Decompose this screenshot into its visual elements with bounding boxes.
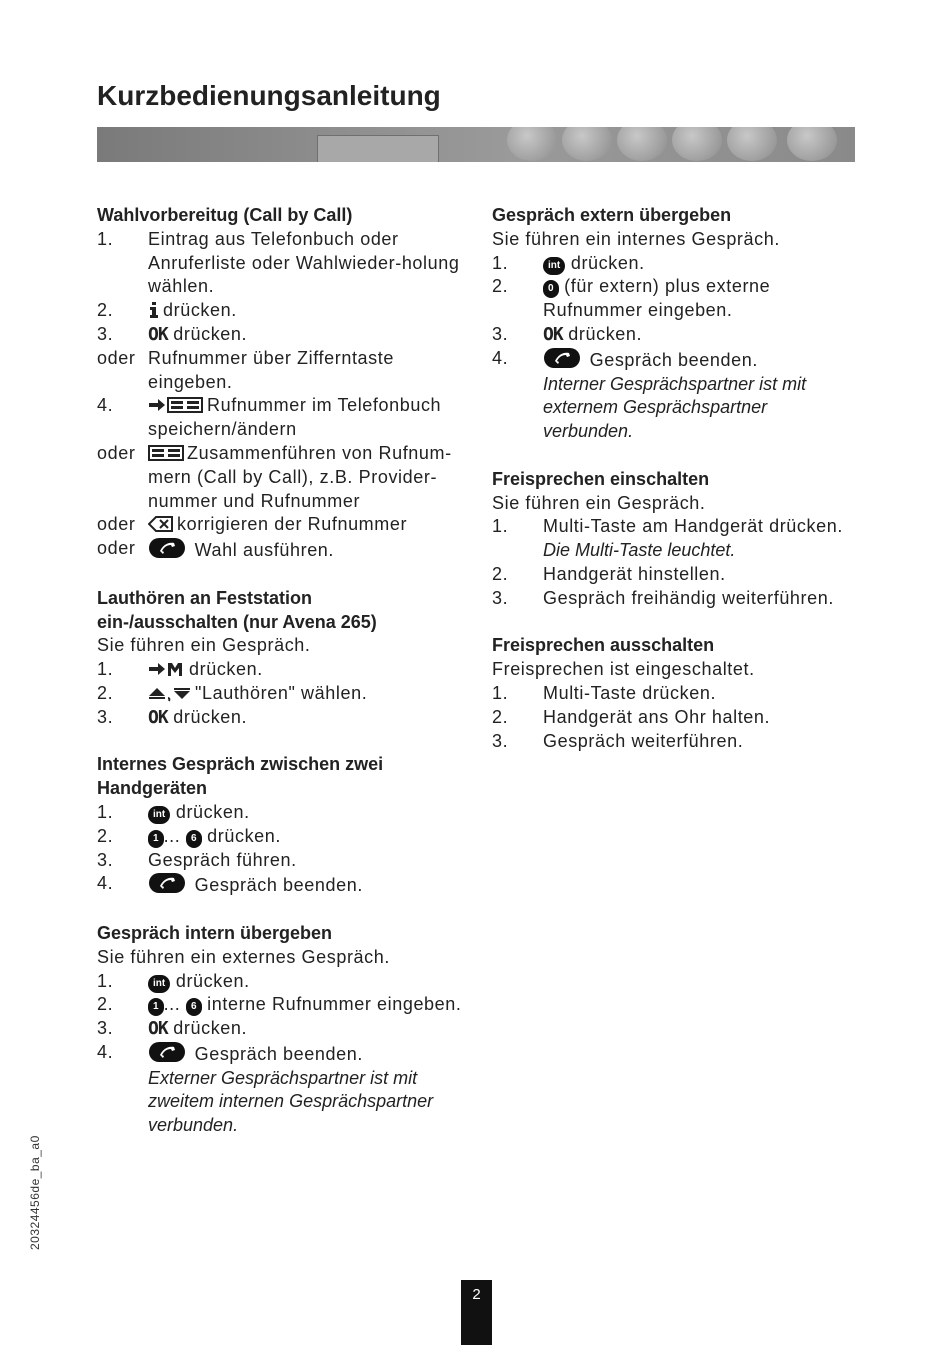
step-text: (für extern) plus externe Rufnummer eingeben. bbox=[543, 276, 771, 321]
int-key-icon: int bbox=[543, 257, 565, 275]
step-row bbox=[97, 706, 467, 730]
step-number: oder bbox=[97, 514, 136, 535]
step-number: oder bbox=[97, 442, 136, 463]
step-row bbox=[97, 323, 467, 347]
end-call-key-icon bbox=[543, 347, 581, 369]
step-text: Handgerät ans Ohr halten. bbox=[543, 706, 771, 727]
step-number: 2. bbox=[97, 682, 114, 703]
up-down-arrows-icon bbox=[148, 684, 192, 702]
step-text: Gespräch beenden. bbox=[589, 349, 758, 370]
step-text: Rufnummer über Zifferntaste eingeben. bbox=[148, 347, 394, 392]
step-text: drücken. bbox=[175, 970, 250, 991]
section-intro: Sie führen ein internes Gespräch. bbox=[492, 228, 780, 249]
step-number: 4. bbox=[97, 395, 114, 416]
step-text: "Lauthören" wählen. bbox=[195, 682, 368, 703]
section-freisprechen-ein bbox=[492, 468, 862, 611]
step-row bbox=[97, 970, 467, 994]
step-text: drücken. bbox=[175, 801, 250, 822]
key-3-image bbox=[562, 127, 612, 161]
section-intro: Freisprechen ist eingeschaltet. bbox=[492, 659, 755, 680]
step-row bbox=[492, 682, 862, 706]
key-c-image bbox=[507, 127, 557, 161]
section-heading: ein-/ausschalten (nur Avena 265) bbox=[97, 611, 377, 632]
step-number: 4. bbox=[97, 873, 114, 894]
step-text: Wahl ausführen. bbox=[194, 540, 335, 561]
step-number: 1. bbox=[492, 682, 509, 703]
step-text: Zusammenführen von Rufnum-mern (Call by Call), z.B. Provider-nummer und Rufnummer bbox=[148, 442, 452, 511]
step-row bbox=[492, 323, 862, 347]
step-row bbox=[97, 682, 467, 706]
step-number: 3. bbox=[97, 706, 114, 727]
step-note: Die Multi-Taste leuchtet. bbox=[543, 540, 736, 561]
step-number: 1. bbox=[97, 228, 114, 249]
section-heading: Internes Gespräch zwischen zwei bbox=[97, 754, 384, 775]
section-heading: Freisprechen ausschalten bbox=[492, 635, 715, 656]
step-number: oder bbox=[97, 347, 136, 368]
step-row bbox=[97, 1041, 467, 1067]
step-text: Gespräch beenden. bbox=[194, 875, 363, 896]
int-key-icon: int bbox=[148, 975, 170, 993]
ok-key-icon: OK bbox=[148, 706, 168, 728]
step-number: 1. bbox=[492, 516, 509, 537]
step-row bbox=[97, 849, 467, 873]
key-9-image bbox=[672, 127, 722, 161]
end-call-key-icon bbox=[148, 872, 186, 894]
step-number: 2. bbox=[492, 706, 509, 727]
step-number: 3. bbox=[492, 323, 509, 344]
step-note: Interner Gesprächspartner ist mit externem Gesprächspartner verbunden. bbox=[543, 373, 807, 442]
step-text: Multi-Taste drücken. bbox=[543, 682, 717, 703]
section-heading: Handgeräten bbox=[97, 778, 208, 799]
key-6-icon: 6 bbox=[186, 830, 202, 848]
key-6-image bbox=[617, 127, 667, 161]
step-row bbox=[97, 299, 467, 323]
step-row bbox=[97, 347, 467, 395]
step-number: 1. bbox=[97, 659, 114, 680]
section-heading: Gespräch intern übergeben bbox=[97, 922, 333, 943]
step-row bbox=[97, 872, 467, 898]
step-number: 4. bbox=[492, 347, 509, 368]
arrow-menu-icon bbox=[148, 660, 186, 678]
step-text: Eintrag aus Telefonbuch oder Anruferliste oder Wahlwieder-holung wählen. bbox=[148, 228, 460, 297]
step-row bbox=[97, 801, 467, 825]
section-heading: Wahlvorbereitug (Call by Call) bbox=[97, 205, 353, 225]
ok-key-icon: OK bbox=[148, 1018, 168, 1040]
section-intern-uebergeben bbox=[97, 922, 467, 1138]
step-note: Externer Gesprächspartner ist mit zweitem internen Gesprächspartner verbunden. bbox=[148, 1067, 434, 1136]
step-text: korrigieren der Rufnummer bbox=[177, 514, 408, 535]
step-row bbox=[97, 513, 467, 537]
phone-keypad-banner bbox=[97, 127, 855, 162]
step-number: 2. bbox=[492, 276, 509, 297]
step-row bbox=[492, 515, 862, 539]
section-lauthoeren bbox=[97, 587, 467, 730]
key-extra-image bbox=[787, 127, 837, 161]
step-text: drücken. bbox=[163, 300, 237, 321]
step-text: drücken. bbox=[570, 252, 645, 273]
section-internes-gespraech bbox=[97, 753, 467, 898]
step-number: 3. bbox=[97, 323, 114, 344]
step-text: drücken. bbox=[173, 323, 248, 344]
document-code: 20324456de_ba_a0 bbox=[28, 1135, 42, 1250]
range-dots: ... bbox=[163, 825, 181, 846]
step-text: drücken. bbox=[173, 1018, 248, 1039]
step-number: 2. bbox=[97, 994, 114, 1015]
page-title: Kurzbedienungsanleitung bbox=[97, 80, 441, 111]
call-key-icon bbox=[148, 537, 186, 559]
step-text: interne Rufnummer eingeben. bbox=[207, 994, 462, 1015]
step-row bbox=[97, 442, 467, 513]
step-row bbox=[97, 825, 467, 849]
step-number: 1. bbox=[97, 970, 114, 991]
step-number: 3. bbox=[492, 587, 509, 608]
key-6-icon: 6 bbox=[186, 998, 202, 1016]
step-text: Gespräch weiterführen. bbox=[543, 730, 744, 751]
int-key-icon: int bbox=[148, 806, 170, 824]
page-number: 2 bbox=[461, 1280, 492, 1345]
step-text: Handgerät hinstellen. bbox=[543, 563, 726, 584]
section-intro: Sie führen ein externes Gespräch. bbox=[97, 946, 390, 967]
section-freisprechen-aus bbox=[492, 634, 862, 753]
step-row bbox=[97, 394, 467, 442]
step-row bbox=[97, 1017, 467, 1041]
section-extern-uebergeben bbox=[492, 204, 862, 444]
note-row bbox=[97, 1067, 467, 1138]
arrow-phonebook-icon bbox=[148, 396, 204, 414]
step-row bbox=[492, 730, 862, 754]
section-heading: Gespräch extern übergeben bbox=[492, 205, 732, 225]
step-row bbox=[492, 252, 862, 276]
step-row bbox=[492, 563, 862, 587]
phone-display-image bbox=[317, 135, 439, 162]
info-icon bbox=[148, 301, 160, 319]
step-row bbox=[492, 275, 862, 323]
step-text: Gespräch führen. bbox=[148, 849, 297, 870]
section-intro: Sie führen ein Gespräch. bbox=[97, 635, 311, 656]
step-text: Gespräch freihändig weiterführen. bbox=[543, 587, 834, 608]
step-number: 1. bbox=[97, 801, 114, 822]
section-intro: Sie führen ein Gespräch. bbox=[492, 492, 706, 513]
step-number: 1. bbox=[492, 252, 509, 273]
phonebook-icon bbox=[148, 444, 184, 462]
note-row bbox=[492, 539, 862, 563]
backspace-icon bbox=[148, 515, 174, 533]
step-row bbox=[492, 347, 862, 373]
step-row bbox=[492, 706, 862, 730]
step-number: 3. bbox=[97, 849, 114, 870]
key-1-icon: 1 bbox=[148, 830, 164, 848]
step-text: drücken. bbox=[173, 706, 248, 727]
step-row bbox=[97, 228, 467, 299]
step-text: drücken. bbox=[189, 659, 263, 680]
step-text: Gespräch beenden. bbox=[194, 1043, 363, 1064]
key-hash-image bbox=[727, 127, 777, 161]
range-dots: ... bbox=[163, 994, 181, 1015]
note-row bbox=[492, 373, 862, 444]
section-heading: Lauthören an Feststation bbox=[97, 587, 313, 608]
section-call-by-call bbox=[97, 204, 467, 563]
step-text: Rufnummer im Telefonbuch speichern/ändern bbox=[148, 395, 442, 440]
step-text: drücken. bbox=[568, 323, 643, 344]
ok-key-icon: OK bbox=[148, 323, 168, 345]
step-row bbox=[97, 993, 467, 1017]
right-column bbox=[492, 204, 862, 777]
section-heading: Freisprechen einschalten bbox=[492, 468, 710, 489]
step-number: oder bbox=[97, 538, 136, 559]
step-number: 2. bbox=[97, 300, 114, 321]
step-number: 2. bbox=[492, 563, 509, 584]
step-row bbox=[492, 587, 862, 611]
step-number: 2. bbox=[97, 825, 114, 846]
end-call-key-icon bbox=[148, 1041, 186, 1063]
step-number: 3. bbox=[492, 730, 509, 751]
key-1-icon: 1 bbox=[148, 998, 164, 1016]
step-number: 4. bbox=[97, 1041, 114, 1062]
step-number: 3. bbox=[97, 1018, 114, 1039]
step-text: drücken. bbox=[207, 825, 281, 846]
step-text: Multi-Taste am Handgerät drücken. bbox=[543, 516, 843, 537]
step-row bbox=[97, 658, 467, 682]
ok-key-icon: OK bbox=[543, 323, 563, 345]
step-row bbox=[97, 537, 467, 563]
left-column bbox=[97, 204, 467, 1162]
key-0-icon: 0 bbox=[543, 280, 559, 298]
